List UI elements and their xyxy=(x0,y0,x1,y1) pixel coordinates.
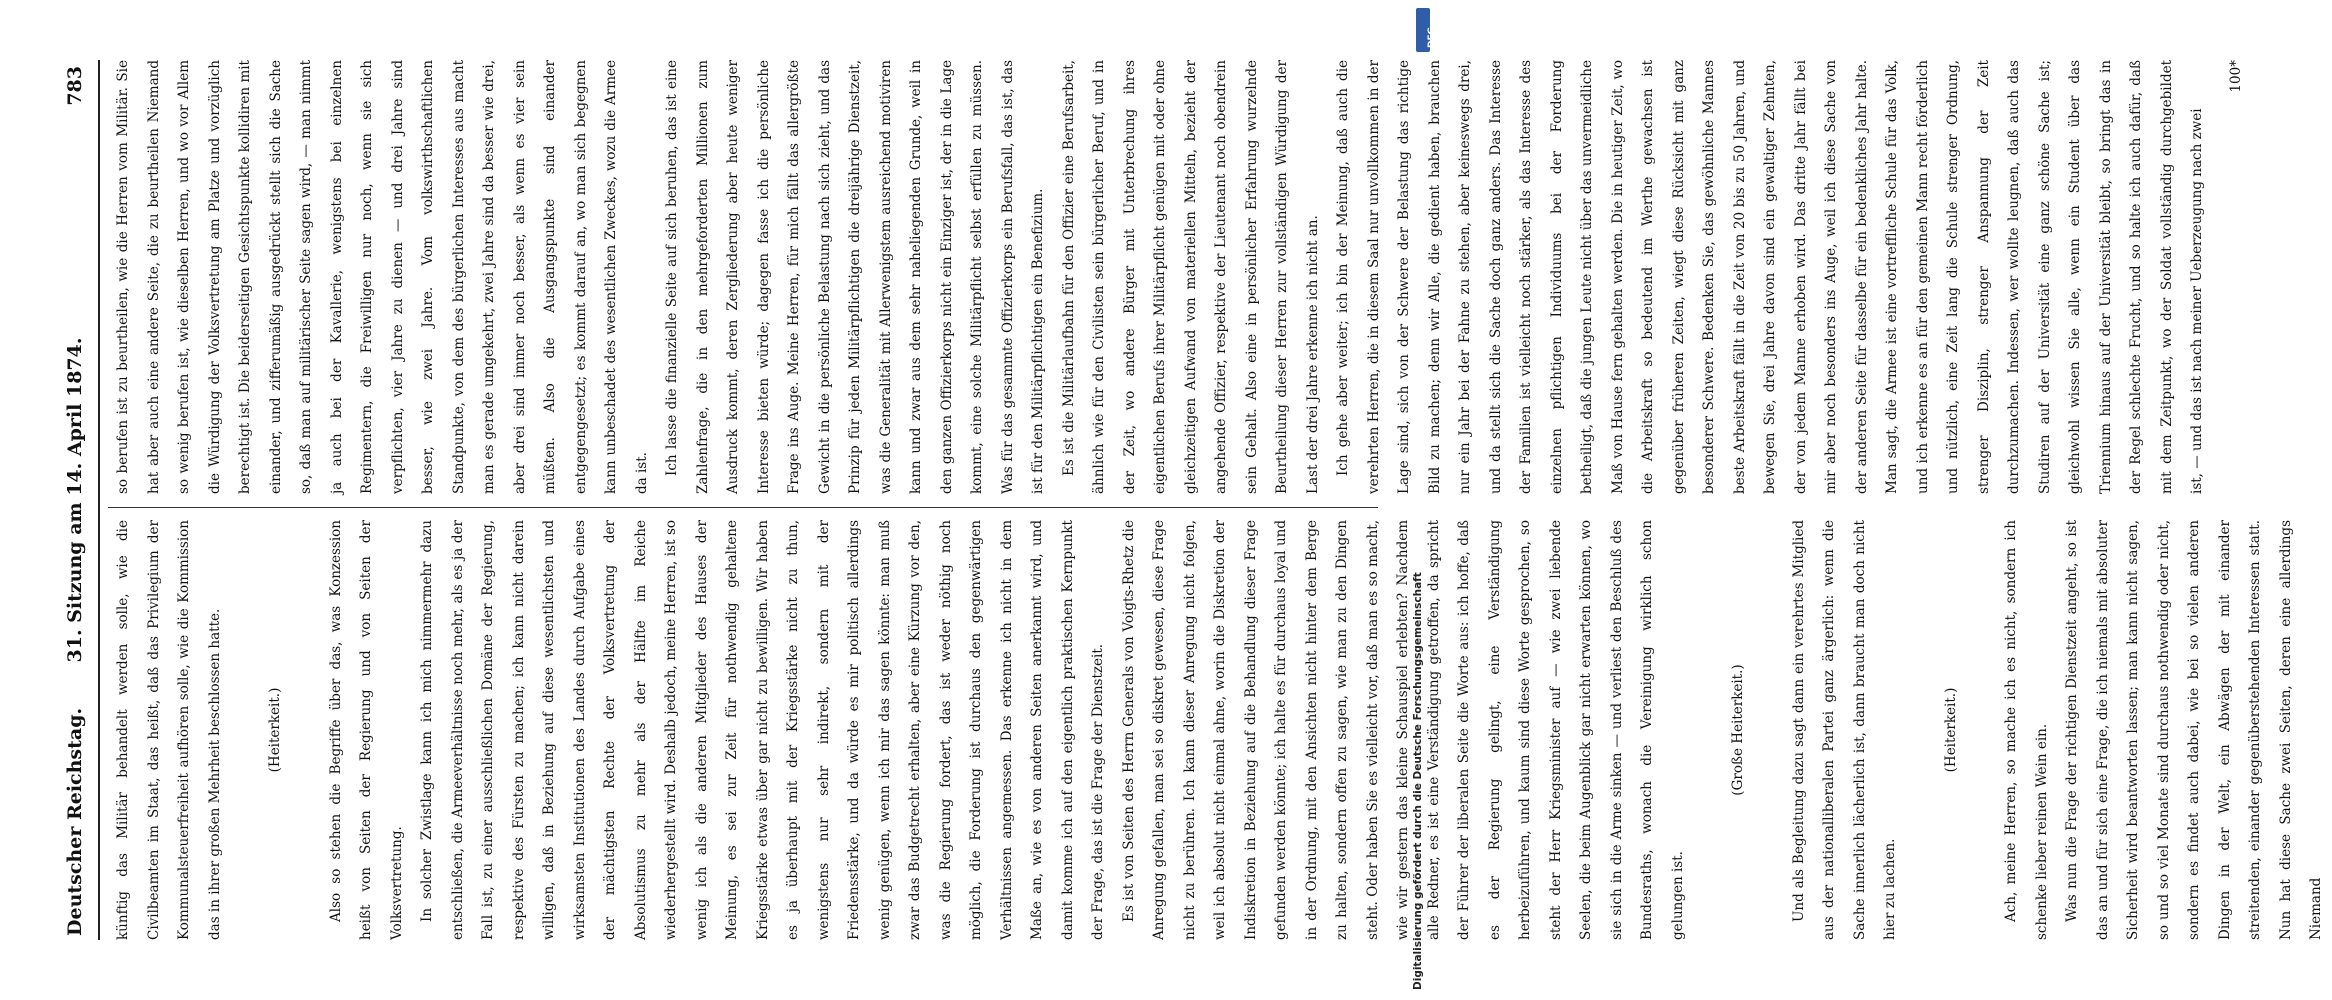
paragraph: Ich lasse die finanzielle Seite auf sich beruhen, das ist eine Zahlenfrage, die in den mehrgeforderten Millionen zum Ausdruck kommt, deren Zergliederung aber heute weniger Interesse bieten würde; dagegen fasse ich die persönliche Frage ins Auge. Meine Herren, für mich fällt das allergrößte Gewicht in die persönliche Belastung nach sich zieht, und das Prinzip für jeden Militärpflichtigen die dreijährige Dienstzeit, was die Generalität mit Allerwenigstem ausreichend motiviren kann und zwar aus dem sehr naheliegenden Grunde, weil in den ganzen Offizierkorps nicht ein Einziger ist, der in die Lage kommt, eine solche Militärpflicht selbst erfüllen zu müssen. Was für das gesammte Offizierkorps ein Berufsfall, das ist, das ist für den Militärpflichtigen ein Benefizium. xyxy=(664,60,1046,494)
paragraph: so berufen ist zu beurtheilen, wie die Herren vom Militär. Sie hat aber auch eine andere Seite, die zu beurtheilen Niemand so wenig berufen ist, wie dieselben Herren, und wo vor Allem die Würdigung der Volksvertretung am Platze und vorzüglich berechtigt ist. Die beiderseitigen Gesichtspunkte kollidiren mit einander, und zifferumäßig ausgedrückt stellt sich die Sache so, daß man auf militärischer Seite sagen wird, — man nimmt ja auch bei der Kavallerie, wenigstens bei einzelnen Regimentern, die Freiwilligen nur noch, wenn sie sich verpflichten, vier Jahre zu dienen — und drei Jahre sind besser, wie zwei Jahre. Vom volkswirthschaftlichen Standpunkte, von dem des bürgerlichen Interesses aus macht man es gerade umgekehrt, zwei Jahre sind da besser wie drei, aber drei sind immer noch besser, als wenn es vier sein müßten. Also die Ausgangspunkte sind einander entgegengesetzt; es kommt darauf an, wo man sich begegnen kann unbeschadet des wesentlichen Zweckes, wozu die Armee da ist. xyxy=(115,60,650,494)
column-divider xyxy=(108,507,1378,508)
paragraph: Es ist die Militärlaufbahn für den Offizier eine Berufsarbeit, ähnlich wie für den Civilisten sein bürgerlicher Beruf, und in der Zeit, wo andere Bürger mit Unterbrechung ihres eigentlichen Berufs ihrer Militärpflicht genügen mit oder ohne gleichzeitigen Aufwand von materiellen Mitteln, bezieht der angehende Offizier, respektive der Lieutenant noch obendrein sein Gehalt. Also eine in persönlicher Erfahrung wurzelnde Beurtheilung dieser Herren zur vollständigen Würdigung der Last der drei Jahre erkenne ich nicht an. xyxy=(1060,60,1321,494)
interjection: (Heiterkeit.) xyxy=(1942,687,1959,773)
paragraph: Es ist von Seiten des Herrn Generals von Voigts-Rhetz die Anregung gefallen, man sei so diskret gewesen, diese Frage nicht zu berühren. Ich kann dieser Anregung nicht folgen, weil ich absolut nicht einmal ahne, worin die Diskretion der Indiskretion in Beziehung auf die Behandlung dieser Frage gefunden werden könnte; ich halte es für durchaus loyal und in der Ordnung, mit den Ansichten nicht hinter dem Berge zu halten, sondern offen zu sagen, wie man zu den Dingen steht. Oder haben Sie es vielleicht vor, daß man es so macht, wie wir gestern das kleine Schauspiel erlebten? Nachdem alle Redner, es ist eine Verständigung getroffen, da spricht der Führer der liberalen Seite die Worte aus: ich hoffe, daß es der Regierung gelingt, eine Verständigung herbeizuführen, und kaum sind diese Worte gesprochen, so steht der Herr Kriegsminister auf — wie zwei liebende Seelen, die beim Augenblick gar nicht erwarten können, wo sie sich in die Arme sinken — und verliest den Beschluß des Bundesraths, wonach die Vereinigung wirklich schon gelungen ist. xyxy=(1120,520,1686,940)
paragraph: Und als Begleitung dazu sagt dann ein verehrtes Mitglied aus der nationalliberalen Partei ganz ärgerlich: wenn die Sache innerlich lächerlich ist, dann braucht man doch nicht hier zu lachen. xyxy=(1790,520,1898,940)
session-title: 31. Sitzung am 14. April 1874. xyxy=(64,337,86,663)
signature-mark: 100* xyxy=(2227,60,2244,93)
right-column xyxy=(108,60,2244,494)
dfg-logo xyxy=(1416,8,1437,52)
paragraph: Ich gehe aber weiter; ich bin der Meinung, daß auch die verehrten Herren, die in diesem Saal nur unvollkommen in der Lage sind, sich von der Schwere der Belastung das richtige Bild zu machen; denn wir Alle, die gedient haben, brauchen nur ein Jahr bei der Fahne zu stehen, aber keineswegs drei, und da stellt sich die Sache doch ganz anders. Das Interesse der Familien ist vielleicht noch stärker, als das Interesse des einzelnen pflichtigen Individuums bei der Forderung betheiligt, daß die jungen Leute nicht über das unvermeidliche Maß von Hause fern gehalten werden. Die in heutiger Zeit, wo die Arbeitskraft so bedeutend im Werthe gewachsen ist gegenüber früheren Zeiten, wiegt diese Rücksicht mit ganz besonderer Schwere. Bedenken Sie, das gewöhnliche Mannes beste Arbeitskraft fällt in die Zeit von 20 bis zu 50 Jahren, und bewegen Sie, drei Jahre davon sind ein gewaltiger Zehnten, der von jedem Manne erhoben wird. Das dritte Jahr fällt bei mir aber noch besonders ins Auge, weil ich diese Sache von der anderen Seite für dasselbe für ein bedenkliches Jahr halte. Man sagt, die Armee ist eine vortreffliche Schule für das Volk, und ich erkenne es an für den gemeinen Mann recht förderlich und nützlich, eine Zeit lang die Schule strenger Ordnung, strenger Disziplin, strenger Anspannung der Zeit durchzumachen. Indessen, wer wollte leugnen, daß auch das Studiren auf der Universität eine ganz schöne Sache ist; gleichwohl wissen Sie alle, wenn ein Student über das Triennium hinaus auf der Universität bleibt, so bringt das in der Regel schlechte Frucht, und so halte ich auch dafür, daß mit dem Zeitpunkt, wo der Soldat vollständig durchgebildet ist, — und das ist nach meiner Ueberzeugung nach zwei xyxy=(1335,60,2205,494)
digitization-note xyxy=(1392,420,1422,1000)
paragraph: Ach, meine Herren, so mache ich es nicht, sondern ich schenke lieber reinen Wein ein. xyxy=(2003,520,2050,940)
interjection: (Heiterkeit.) xyxy=(267,687,283,773)
paragraph: Was nun die Frage der richtigen Dienstzeit angeht, so ist das an und für sich eine Frage, die ich niemals mit absoluter Sicherheit wird beantworten lassen; man kann nicht sagen, so und so viel Monate sind durchaus nothwendig oder nicht, sondern es findet auch dabei, wie bei so vielen anderen Dingen in der Welt, ein Abwägen der mit einander streitenden, einander gegenüberstehenden Interessen statt. Nun hat diese Sache zwei Seiten, deren eine allerdings Niemand xyxy=(2064,520,2324,940)
dfg-logo-text: DFG xyxy=(1427,26,1437,48)
publication-title: Deutscher Reichstag. xyxy=(64,707,86,936)
page-header xyxy=(60,60,100,940)
paragraph: künftig das Militär behandelt werden solle, wie die Civilbeamten im Staat, das heißt, daß das Privilegium der Kommunalsteuerfreiheit aufhören solle, wie die Kommission das in ihrer großen Mehrheit beschlossen hatte. xyxy=(115,520,223,940)
digitization-text: Digitalisierung gefördert durch die Deutsche Forschungsgemeinschaft xyxy=(1412,572,1424,990)
interjection: (Große Heiterkeit.) xyxy=(1730,664,1746,796)
paragraph: Also so stehen die Begriffe über das, was Konzession heißt von Seiten der Regierung und von Seiten der Volksvertretung. xyxy=(327,520,405,940)
paragraph: In solcher Zwistlage kann ich mich nimmermehr dazu entschließen, die Armeeverhältnisse noch mehr, als es ja der Fall ist, zu einer ausschließlichen Domäne der Regierung, respektive des Fürsten zu machen; ich kann nicht darein willigen, daß in Beziehung auf diese wesentlichsten und wirksamsten Institutionen des Landes durch Aufgabe eines der mächtigsten Rechte der Volksvertretung der Absolutismus zu mehr als der Hälfte im Reiche wiederhergestellt wird. Deshalb jedoch, meine Herren, ist so wenig ich als die anderen Mitglieder des Hauses der Meinung, es sei zur Zeit für nothwendig gehaltene Kriegsstärke etwas über gar nicht zu bewilligen. Wir haben es ja überhaupt mit der Kriegsstärke nicht zu thun, wenigstens nur sehr indirekt, sondern mit der Friedensstärke, und da würde es mir politisch allerdings wenig genügen, wenn ich mir das sagen könnte: man muß zwar das Budgetrecht erhalten, aber eine Kürzung vor den, was die Regierung fordert, das ist weder nöthig noch möglich, die Forderung ist durchaus den gegenwärtigen Verhältnissen angemessen. Das erkenne ich nicht in dem Maße an, wie es von anderen Seiten anerkannt wird, und damit komme ich auf den eigentlich praktischen Kernpunkt der Frage, das ist die Frage der Dienstzeit. xyxy=(419,520,1106,940)
page-number: 783 xyxy=(64,66,86,106)
